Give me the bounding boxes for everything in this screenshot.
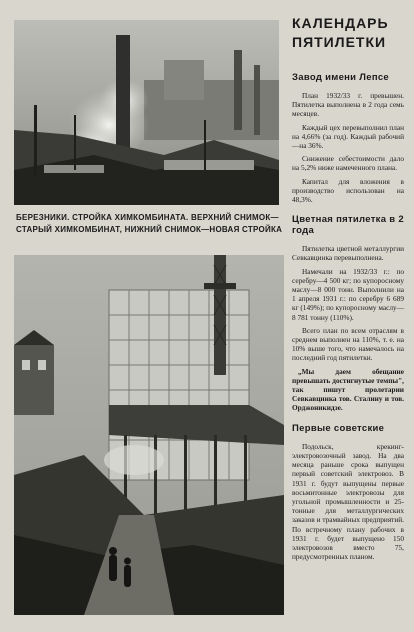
paragraph: Всего план по всем отраслям в среднем выполнен на 110%, т. е. на 10% выше того, что намечалось на последний год пятилетки. [292,325,404,363]
paragraph: Капитал для вложения в производство использован на 48,3%. [292,176,404,205]
photo-new-construction [14,255,284,615]
paragraph: Пятилетка цветной металлургии Севкавцинка перевыполнена. [292,244,404,263]
photo-caption: БЕРЕЗНИКИ. СТРОЙКА ХИМКОМБИНАТА. ВЕРХНИЙ СНИМОК—СТАРЫЙ ХИМКОМБИНАТ, НИЖНИЙ СНИМОК—НОВАЯ СТРОЙКА [16,213,283,234]
section-heading: Завод имени Лепсе [292,72,390,83]
quote-paragraph: „Мы даем обещание превышать достигнутые темпы", так пишут пролетарии Севкавцинка тов. Сталину и тов. Орджоникидзе. [292,366,404,413]
section-heading: Первые советские [292,422,385,434]
section-first-soviet [292,423,404,562]
paragraph: Намечали на 1932/33 г.: по серебру—4 500 кг; по купоросному маслу—8 000 тонн. Выполнили на 1 апреля 1931 г.: по серебру 6 689 кг (149%); по купоросному маслу—8 781 тонну (110%). [292,266,404,322]
section-color-metals [292,214,404,412]
calendar-title: КАЛЕНДАРЬ ПЯТИЛЕТКИ [292,15,389,50]
paragraph: Подольск, крекинг-электровозочный завод. На два месяца раньше срока выпущен первый советский электровоз. В 1931 г. будут выпущены первые восьмитонные электровозы для угольной промышленности и 25-тонные для металлургических заказов и трамвайных предприятий. По встречному плану рабочих в 1931 г. будет выпущено 150 электровозов вместо 75, предусмотренных планом. [292,441,404,562]
photo-old-chemical-plant [14,20,279,205]
paragraph: Каждый цех перевыполнил план на 4,66% (за год). Каждый рабочий—на 36%. [292,122,404,151]
calendar-column [292,14,404,571]
paragraph: Снижение себестоимости дало на 5,2% ниже намеченного плана. [292,154,404,173]
section-heading: Цветная пятилетка в 2 года [292,214,404,237]
paragraph: План 1932/33 г. превышен. Пятилетка выполнена в 2 года семь месяцев. [292,91,404,119]
section-lepse [292,72,404,204]
